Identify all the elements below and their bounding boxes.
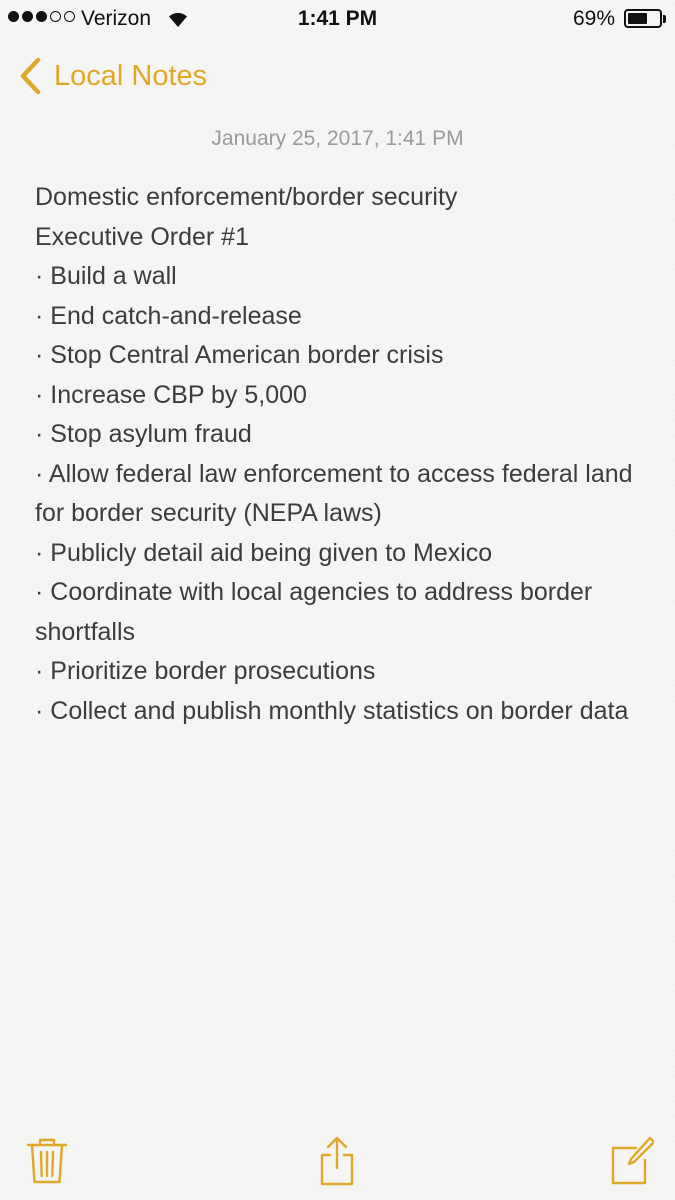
share-icon bbox=[315, 1135, 359, 1187]
delete-button[interactable] bbox=[25, 1135, 69, 1187]
compose-button[interactable] bbox=[610, 1135, 654, 1187]
battery-icon bbox=[624, 9, 662, 28]
note-line: · Stop asylum fraud bbox=[35, 420, 252, 448]
status-bar bbox=[0, 0, 675, 40]
trash-icon bbox=[25, 1135, 69, 1187]
back-button-label: Local Notes bbox=[54, 59, 208, 92]
note-line: · Coordinate with local agencies to address border shortfalls bbox=[35, 578, 593, 646]
battery-percentage: 69% bbox=[572, 7, 615, 30]
note-line: · Stop Central American border crisis bbox=[35, 341, 444, 369]
note-line: · Allow federal law enforcement to access federal land for border security (NEPA laws) bbox=[35, 459, 633, 527]
battery-level-fill bbox=[628, 13, 647, 24]
compose-icon bbox=[610, 1135, 654, 1187]
status-time: 1:41 PM bbox=[297, 7, 378, 30]
note-line: · Increase CBP by 5,000 bbox=[35, 380, 307, 409]
note-line: · Build a wall bbox=[35, 262, 177, 290]
battery-nub bbox=[663, 15, 666, 23]
note-line: · Prioritize border prosecutions bbox=[35, 657, 376, 685]
note-line: Domestic enforcement/border security bbox=[35, 183, 458, 211]
back-button[interactable] bbox=[16, 54, 207, 98]
note-line: · Publicly detail aid being given to Mexico bbox=[35, 538, 493, 567]
note-body[interactable] bbox=[35, 178, 650, 731]
note-line: Executive Order #1 bbox=[35, 222, 249, 251]
note-line: · End catch-and-release bbox=[35, 301, 302, 330]
share-button[interactable] bbox=[315, 1135, 359, 1187]
carrier-name: Verizon bbox=[81, 7, 152, 30]
note-date: January 25, 2017, 1:41 PM bbox=[211, 127, 464, 150]
note-line: · Collect and publish monthly statistics on border data bbox=[35, 696, 629, 725]
chevron-left-icon bbox=[16, 56, 46, 96]
